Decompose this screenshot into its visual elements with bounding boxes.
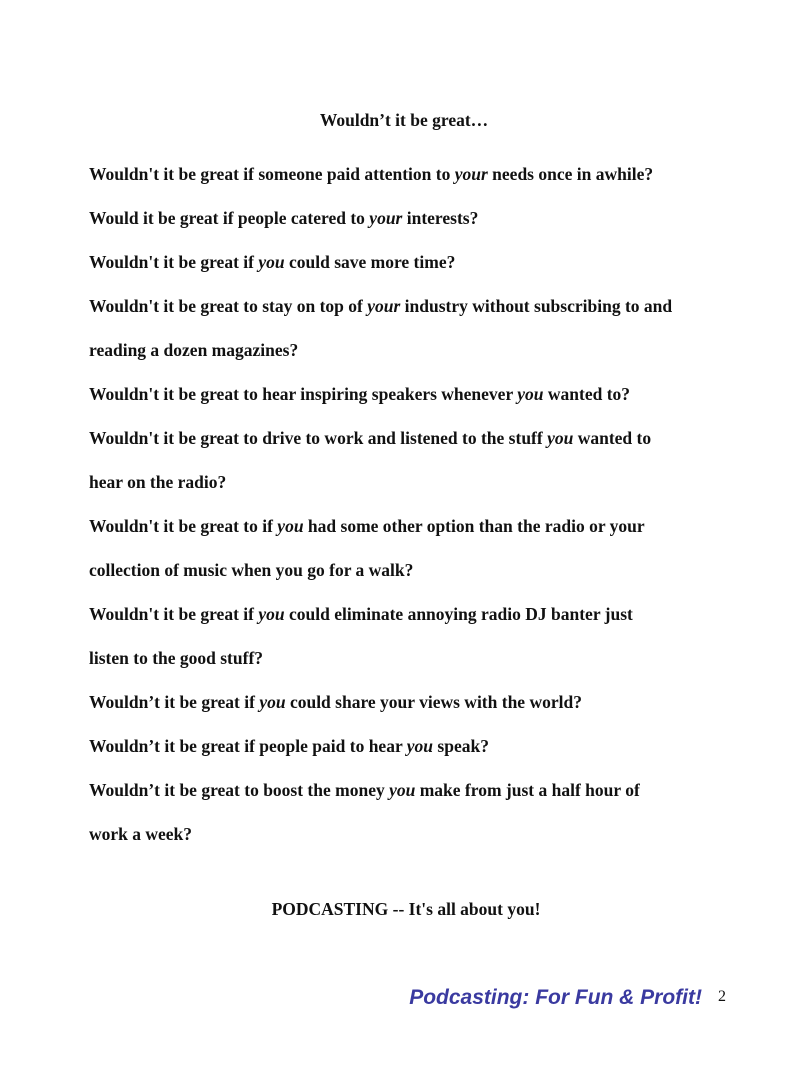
text-line xyxy=(89,592,739,636)
line-text: Wouldn't it be great to hear inspiring speakers whenever xyxy=(89,384,518,404)
line-text: wanted to xyxy=(573,428,652,448)
line-text: Wouldn't it be great to if xyxy=(89,516,278,536)
line-emphasis: you xyxy=(389,780,416,800)
footer-brand-title: Podcasting: For Fun & Profit! xyxy=(409,986,702,1009)
line-emphasis: you xyxy=(406,736,434,756)
line-text: make from just a half hour of xyxy=(415,780,640,800)
text-line xyxy=(89,460,739,504)
line-text: speak? xyxy=(433,736,489,756)
text-line xyxy=(89,240,739,284)
line-text: Wouldn't it be great if someone paid attention to xyxy=(89,164,455,184)
line-text: Would it be great if people catered to xyxy=(89,208,370,228)
text-line xyxy=(89,328,739,372)
text-line xyxy=(89,372,739,416)
text-line xyxy=(89,504,739,548)
text-line xyxy=(89,284,739,328)
text-line xyxy=(89,548,739,592)
line-text: Wouldn’t it be great to boost the money xyxy=(89,780,390,800)
line-text: Wouldn't it be great to stay on top of xyxy=(89,296,368,316)
line-text: Wouldn’t it be great if xyxy=(89,692,260,712)
line-text: could share your views with the world? xyxy=(285,692,582,712)
line-emphasis: you xyxy=(547,428,574,448)
line-emphasis: your xyxy=(454,164,488,184)
text-line xyxy=(89,416,739,460)
text-line xyxy=(89,724,739,768)
body-text xyxy=(89,152,739,856)
line-text: Wouldn’t it be great if people paid to hear xyxy=(89,736,407,756)
closing-tagline: PODCASTING -- It's all about you! xyxy=(271,899,541,919)
page-title: Wouldn’t it be great… xyxy=(319,110,489,130)
line-text: Wouldn't it be great if xyxy=(89,604,259,624)
text-line xyxy=(89,680,739,724)
line-text: needs once in awhile? xyxy=(487,164,654,184)
line-text: hear on the radio? xyxy=(89,472,227,492)
line-text: could save more time? xyxy=(284,252,456,272)
line-text: could eliminate annoying radio DJ banter just xyxy=(284,604,633,624)
line-text: listen to the good stuff? xyxy=(89,648,264,668)
text-line xyxy=(89,196,739,240)
line-emphasis: you xyxy=(277,516,304,536)
line-text: work a week? xyxy=(89,824,193,844)
line-emphasis: you xyxy=(259,692,286,712)
line-text: interests? xyxy=(402,208,479,228)
line-emphasis: your xyxy=(367,296,401,316)
text-line xyxy=(89,768,739,812)
line-text: Wouldn't it be great if xyxy=(89,252,259,272)
line-text: Wouldn't it be great to drive to work and listened to the stuff xyxy=(89,428,548,448)
line-text: had some other option than the radio or your xyxy=(303,516,645,536)
line-emphasis: you xyxy=(517,384,544,404)
text-line xyxy=(89,636,739,680)
line-text: wanted to? xyxy=(543,384,631,404)
line-emphasis: you xyxy=(258,252,285,272)
line-text: industry without subscribing to and xyxy=(400,296,673,316)
line-text: reading a dozen magazines? xyxy=(89,340,299,360)
line-emphasis: you xyxy=(258,604,285,624)
page-number: 2 xyxy=(718,988,726,1005)
text-line xyxy=(89,152,739,196)
text-line xyxy=(89,812,739,856)
line-emphasis: your xyxy=(369,208,403,228)
line-text: collection of music when you go for a walk? xyxy=(89,560,414,580)
